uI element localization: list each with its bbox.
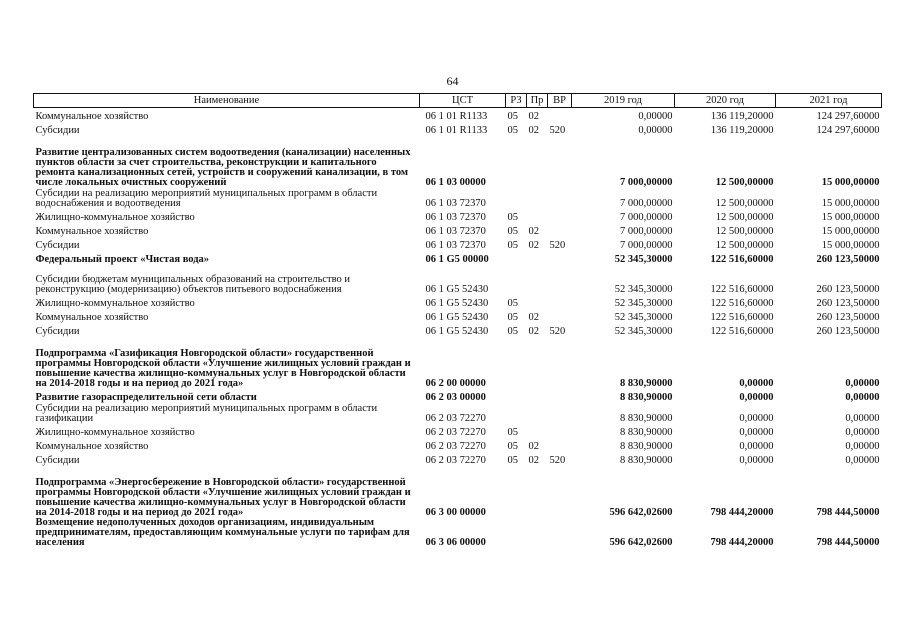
table-row	[34, 265, 882, 295]
row-2021: 15 000,00000	[821, 240, 880, 251]
row-pr: 02	[528, 455, 539, 466]
table-row	[34, 309, 882, 323]
row-pr	[527, 265, 548, 295]
row-pr	[527, 403, 548, 424]
header-2019: 2019 год	[572, 94, 675, 108]
row-2021: 15 000,00000	[821, 226, 880, 237]
budget-table	[33, 93, 882, 548]
row-cst: 06 3 00 00000	[425, 507, 486, 518]
row-2019: 52 345,30000	[614, 298, 673, 309]
header-rz: РЗ	[506, 94, 527, 108]
row-name: Субсидии на реализацию мероприятий муниципальных программ в области водоснабжения и водоотведения	[35, 188, 378, 209]
row-name: Подпрограмма «Газификация Новгородской области» государственной программы Новгородской области «Улучшение жилищных условий граждан и повышение качества жилищно-коммунальных услуг в Новгородской области на 2014-2018 годы и на период до 2021 года»	[35, 348, 411, 389]
row-2020: 12 500,00000	[715, 226, 774, 237]
table-row	[34, 122, 882, 136]
row-pr: 02	[528, 226, 539, 237]
row-2020: 12 500,00000	[715, 240, 774, 251]
row-2020: 12 500,00000	[715, 177, 774, 188]
row-vr	[548, 223, 572, 237]
row-cst: 06 2 00 00000	[425, 378, 486, 389]
row-2021: 0,00000	[845, 427, 880, 438]
row-rz	[506, 466, 527, 518]
row-rz	[506, 251, 527, 265]
table-row	[34, 108, 882, 123]
row-name: Развитие централизованных систем водоотведения (канализации) населенных пунктов области за счет строительства, реконструкции и капитального ремонта канализационных сетей, устройств и сооружений канализации, в том числе локальных очистных сооружений	[35, 147, 411, 188]
row-2020: 122 516,60000	[710, 326, 774, 337]
table-row	[34, 466, 882, 518]
row-pr: 02	[528, 111, 539, 122]
row-2019: 7 000,00000	[620, 212, 673, 223]
row-2019: 52 345,30000	[614, 284, 673, 295]
row-vr	[548, 295, 572, 309]
table-row	[34, 438, 882, 452]
row-cst: 06 2 03 72270	[425, 427, 486, 438]
row-rz: 05	[507, 326, 518, 337]
row-rz: 05	[507, 226, 518, 237]
row-rz: 05	[507, 240, 518, 251]
row-vr	[548, 424, 572, 438]
row-vr	[548, 251, 572, 265]
row-2019: 0,00000	[638, 125, 673, 136]
row-2021: 124 297,60000	[816, 125, 880, 136]
row-rz: 05	[507, 427, 518, 438]
row-vr	[548, 466, 572, 518]
row-pr	[527, 389, 548, 403]
header-2021: 2021 год	[776, 94, 882, 108]
row-2021: 15 000,00000	[821, 198, 880, 209]
row-cst: 06 1 G5 52430	[425, 284, 489, 295]
row-2019: 8 830,90000	[620, 392, 673, 403]
row-rz: 05	[507, 455, 518, 466]
row-cst: 06 1 G5 52430	[425, 312, 489, 323]
row-pr: 02	[528, 240, 539, 251]
row-name: Жилищно-коммунальное хозяйство	[35, 298, 195, 309]
row-pr: 02	[528, 125, 539, 136]
row-2021: 798 444,50000	[816, 537, 880, 548]
table-row	[34, 237, 882, 251]
row-pr	[527, 209, 548, 223]
row-2021: 798 444,50000	[816, 507, 880, 518]
row-2020: 122 516,60000	[710, 254, 774, 265]
row-2021: 15 000,00000	[821, 212, 880, 223]
row-rz: 05	[507, 298, 518, 309]
row-cst: 06 1 03 72370	[425, 226, 486, 237]
table-row	[34, 424, 882, 438]
row-cst: 06 1 G5 52430	[425, 326, 489, 337]
row-vr: 520	[549, 455, 566, 466]
row-name: Субсидии на реализацию мероприятий муниципальных программ в области газификации	[35, 403, 378, 424]
row-pr: 02	[528, 312, 539, 323]
row-cst: 06 2 03 72270	[425, 441, 486, 452]
row-name: Субсидии	[35, 240, 80, 251]
row-2021: 124 297,60000	[816, 111, 880, 122]
row-pr: 02	[528, 326, 539, 337]
row-2020: 136 119,20000	[710, 111, 774, 122]
row-cst: 06 3 06 00000	[425, 537, 486, 548]
table-row	[34, 295, 882, 309]
row-2019: 596 642,02600	[609, 507, 673, 518]
row-2019: 52 345,30000	[614, 312, 673, 323]
table-row	[34, 188, 882, 209]
row-2019: 7 000,00000	[620, 177, 673, 188]
row-cst: 06 1 G5 52430	[425, 298, 489, 309]
row-2020: 122 516,60000	[710, 298, 774, 309]
row-rz: 05	[507, 441, 518, 452]
row-rz: 05	[507, 111, 518, 122]
row-vr	[548, 188, 572, 209]
row-2020: 798 444,20000	[710, 507, 774, 518]
header-pr: Пр	[527, 94, 548, 108]
row-rz: 05	[507, 312, 518, 323]
row-cst: 06 1 03 72370	[425, 198, 486, 209]
row-rz	[506, 265, 527, 295]
row-pr: 02	[528, 441, 539, 452]
row-cst: 06 1 01 R1133	[425, 125, 488, 136]
row-name: Развитие газораспределительной сети области	[35, 392, 257, 403]
row-2020: 122 516,60000	[710, 284, 774, 295]
row-2020: 0,00000	[739, 378, 774, 389]
row-2019: 52 345,30000	[614, 254, 673, 265]
row-rz	[506, 518, 527, 548]
row-vr	[548, 108, 572, 123]
row-2021: 260 123,50000	[816, 254, 880, 265]
header-2020: 2020 год	[675, 94, 776, 108]
row-vr: 520	[549, 326, 566, 337]
table-row	[34, 337, 882, 389]
row-vr	[548, 403, 572, 424]
row-2020: 0,00000	[739, 441, 774, 452]
page-number: 64	[446, 74, 459, 88]
row-name: Жилищно-коммунальное хозяйство	[35, 212, 195, 223]
row-cst: 06 2 03 72270	[425, 413, 486, 424]
row-2021: 15 000,00000	[821, 177, 880, 188]
row-name: Возмещение недополученных доходов организациям, индивидуальным предпринимателям, предоставляющим коммунальные услуги по тарифам для населения	[35, 517, 410, 548]
row-2020: 122 516,60000	[710, 312, 774, 323]
row-pr	[527, 295, 548, 309]
row-rz: 05	[507, 125, 518, 136]
row-2019: 7 000,00000	[620, 226, 673, 237]
table-row	[34, 209, 882, 223]
row-pr	[527, 466, 548, 518]
row-vr	[548, 209, 572, 223]
row-vr	[548, 337, 572, 389]
row-2019: 7 000,00000	[620, 240, 673, 251]
row-cst: 06 1 03 00000	[425, 177, 486, 188]
row-2021: 260 123,50000	[816, 326, 880, 337]
row-pr	[527, 424, 548, 438]
row-2019: 8 830,90000	[620, 441, 673, 452]
row-name: Коммунальное хозяйство	[35, 226, 149, 237]
row-2021: 0,00000	[845, 378, 880, 389]
table-row	[34, 251, 882, 265]
row-2020: 12 500,00000	[715, 212, 774, 223]
row-2020: 136 119,20000	[710, 125, 774, 136]
row-name: Субсидии	[35, 125, 80, 136]
row-cst: 06 1 03 72370	[425, 240, 486, 251]
row-pr	[527, 251, 548, 265]
row-2020: 0,00000	[739, 392, 774, 403]
row-2021: 260 123,50000	[816, 298, 880, 309]
row-2020: 12 500,00000	[715, 198, 774, 209]
row-rz: 05	[507, 212, 518, 223]
table-row	[34, 403, 882, 424]
row-vr	[548, 438, 572, 452]
table-row	[34, 323, 882, 337]
row-2021: 260 123,50000	[816, 312, 880, 323]
table-row	[34, 223, 882, 237]
row-vr	[548, 518, 572, 548]
row-2020: 798 444,20000	[710, 537, 774, 548]
row-2019: 0,00000	[638, 111, 673, 122]
table-row	[34, 452, 882, 466]
row-vr	[548, 389, 572, 403]
row-vr: 520	[549, 240, 566, 251]
row-vr	[548, 309, 572, 323]
row-name: Субсидии	[35, 326, 80, 337]
row-2019: 596 642,02600	[609, 537, 673, 548]
row-name: Федеральный проект «Чистая вода»	[35, 254, 210, 265]
row-2021: 0,00000	[845, 413, 880, 424]
row-2020: 0,00000	[739, 455, 774, 466]
row-2019: 52 345,30000	[614, 326, 673, 337]
row-vr	[548, 136, 572, 188]
row-vr	[548, 265, 572, 295]
table-header-row	[34, 94, 882, 108]
row-rz	[506, 403, 527, 424]
table-row	[34, 136, 882, 188]
row-2019: 8 830,90000	[620, 427, 673, 438]
table-row	[34, 389, 882, 403]
row-pr	[527, 136, 548, 188]
row-2021: 0,00000	[845, 392, 880, 403]
row-cst: 06 1 03 72370	[425, 212, 486, 223]
row-2021: 0,00000	[845, 441, 880, 452]
row-name: Коммунальное хозяйство	[35, 441, 149, 452]
row-cst: 06 2 03 72270	[425, 455, 486, 466]
row-rz	[506, 337, 527, 389]
row-pr	[527, 188, 548, 209]
row-pr	[527, 337, 548, 389]
row-2021: 0,00000	[845, 455, 880, 466]
row-rz	[506, 389, 527, 403]
row-2020: 0,00000	[739, 427, 774, 438]
row-2019: 8 830,90000	[620, 378, 673, 389]
row-pr	[527, 518, 548, 548]
row-2020: 0,00000	[739, 413, 774, 424]
row-cst: 06 1 01 R1133	[425, 111, 488, 122]
header-name: Наименование	[34, 94, 420, 108]
row-cst: 06 2 03 00000	[425, 392, 486, 403]
row-name: Коммунальное хозяйство	[35, 312, 149, 323]
row-rz	[506, 136, 527, 188]
row-cst: 06 1 G5 00000	[425, 254, 489, 265]
table-row	[34, 518, 882, 548]
row-name: Подпрограмма «Энергосбережение в Новгородской области» государственной программы Новгородской области «Улучшение жилищных условий граждан и повышение качества жилищно-коммунальных услуг в Новгородской области на 2014-2018 годы и на период до 2021 года»	[35, 477, 411, 518]
row-name: Субсидии бюджетам муниципальных образований на строительство и реконструкцию (модернизацию) объектов питьевого водоснабжения	[35, 274, 351, 295]
row-name: Коммунальное хозяйство	[35, 111, 149, 122]
row-2019: 8 830,90000	[620, 455, 673, 466]
row-2021: 260 123,50000	[816, 284, 880, 295]
row-2019: 8 830,90000	[620, 413, 673, 424]
header-vr: ВР	[548, 94, 572, 108]
row-rz	[506, 188, 527, 209]
row-vr: 520	[549, 125, 566, 136]
header-cst: ЦСТ	[420, 94, 506, 108]
row-name: Жилищно-коммунальное хозяйство	[35, 427, 195, 438]
row-name: Субсидии	[35, 455, 80, 466]
row-2019: 7 000,00000	[620, 198, 673, 209]
